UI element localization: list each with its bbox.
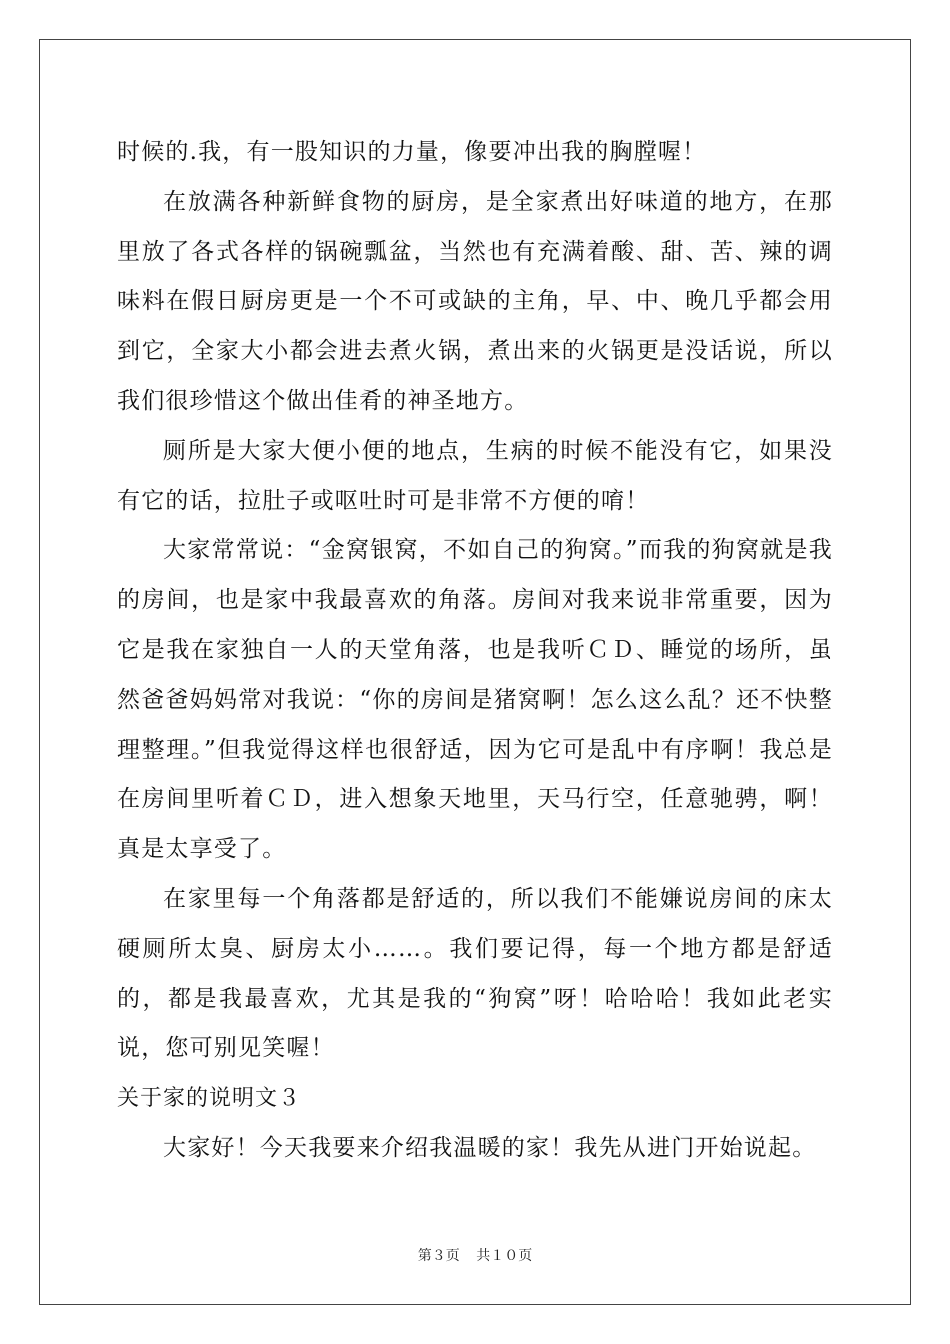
page-footer [0,1245,950,1265]
page-number: 第３页 [417,1248,460,1264]
paragraph-intro: 大家好！今天我要来介绍我温暖的家！我先从进门开始说起。 [163,1134,817,1161]
paragraph-1: 时候的.我，有一股知识的力量，像要冲出我的胸膛喔！ [117,139,707,165]
page-total: 共１０页 [476,1248,533,1264]
paragraph-toilet: 厕所是大家大便小便的地点，生病的时候不能没有它，如果没有它的话，拉肚子或呕吐时可是非常不方便的唷！ [117,437,833,514]
paragraph-bedroom: 大家常常说：“金窝银窝，不如自己的狗窝。”而我的狗窝就是我的房间，也是家中我最喜欢的角落。房间对我来说非常重要，因为它是我在家独自一人的天堂角落，也是我听ＣＤ、睡觉的场所，虽然爸爸妈妈常对我说：“你的房间是猪窝啊！怎么这么乱？还不快整理整理。”但我觉得这样也很舒适，因为它可是乱中有序啊！我总是在房间里听着ＣＤ，进入想象天地里，天马行空，任意驰骋，啊！真是太享受了。 [117,537,833,863]
document-body [117,128,833,1174]
paragraph-kitchen: 在放满各种新鲜食物的厨房，是全家煮出好味道的地方，在那里放了各式各样的锅碗瓢盆，当然也有充满着酸、甜、苦、辣的调味料在假日厨房更是一个不可或缺的主角，早、中、晚几乎都会用到它，全家大小都会进去煮火锅，煮出来的火锅更是没话说，所以我们很珍惜这个做出佳肴的神圣地方。 [117,188,833,414]
section-heading: 关于家的说明文３ [117,1086,302,1112]
paragraph-conclusion: 在家里每一个角落都是舒适的，所以我们不能嫌说房间的床太硬厕所太臭、厨房太小……。我们要记得，每一个地方都是舒适的，都是我最喜欢，尤其是我的“狗窝”呀！哈哈哈！我如此老实说，您可别见笑喔！ [117,885,833,1062]
